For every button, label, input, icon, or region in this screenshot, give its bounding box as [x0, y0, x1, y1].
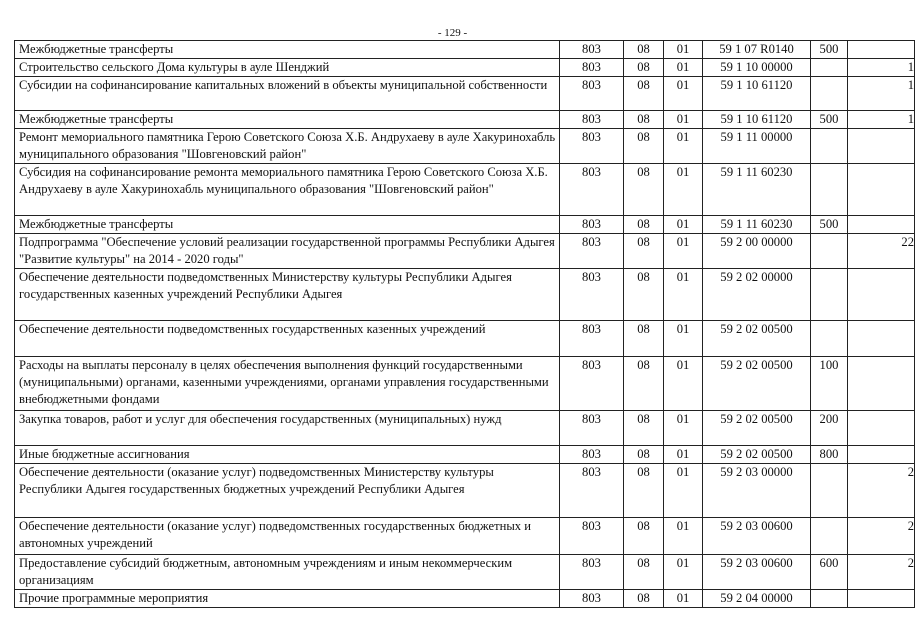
item-name: Закупка товаров, работ и услуг для обеспечения государственных (муниципальных) нужд — [15, 411, 560, 446]
ministry-code: 803 — [560, 129, 624, 164]
ministry-code: 803 — [560, 357, 624, 411]
ministry-code: 803 — [560, 555, 624, 590]
section-code: 08 — [624, 129, 664, 164]
section-code: 08 — [624, 590, 664, 608]
expense-type-code: 800 — [811, 446, 848, 464]
amount: 1 — [848, 59, 915, 77]
table-row — [15, 518, 915, 555]
expense-type-code: 600 — [811, 555, 848, 590]
section-code: 08 — [624, 77, 664, 111]
subsection-code: 01 — [664, 464, 703, 518]
table-row — [15, 321, 915, 357]
table-row — [15, 59, 915, 77]
page-number: - 129 - — [437, 27, 468, 39]
ministry-code: 803 — [560, 590, 624, 608]
expense-type-code — [811, 269, 848, 321]
amount: 1 — [848, 111, 915, 129]
item-name: Обеспечение деятельности (оказание услуг) подведомственных государственных бюджетных и автономных учреждений — [15, 518, 560, 555]
table-row — [15, 234, 915, 269]
item-name: Межбюджетные трансферты — [15, 41, 560, 59]
target-article-code: 59 1 11 60230 — [703, 216, 811, 234]
amount — [848, 41, 915, 59]
section-code: 08 — [624, 446, 664, 464]
expense-type-code: 200 — [811, 411, 848, 446]
amount — [848, 411, 915, 446]
table-row — [15, 446, 915, 464]
ministry-code: 803 — [560, 41, 624, 59]
amount — [848, 446, 915, 464]
target-article-code: 59 1 11 60230 — [703, 164, 811, 216]
target-article-code: 59 2 00 00000 — [703, 234, 811, 269]
subsection-code: 01 — [664, 446, 703, 464]
item-name: Прочие программные мероприятия — [15, 590, 560, 608]
subsection-code: 01 — [664, 555, 703, 590]
target-article-code: 59 2 03 00600 — [703, 518, 811, 555]
expense-type-code: 500 — [811, 41, 848, 59]
item-name: Подпрограмма "Обеспечение условий реализации государственной программы Республики Адыгея "Развитие культуры" на 2014 - 2020 годы" — [15, 234, 560, 269]
expense-type-code — [811, 59, 848, 77]
expense-type-code — [811, 129, 848, 164]
table-row — [15, 216, 915, 234]
subsection-code: 01 — [664, 234, 703, 269]
ministry-code: 803 — [560, 518, 624, 555]
amount: 22 — [848, 234, 915, 269]
amount — [848, 590, 915, 608]
section-code: 08 — [624, 321, 664, 357]
expense-type-code — [811, 590, 848, 608]
amount: 2 — [848, 518, 915, 555]
table-row — [15, 357, 915, 411]
table-row — [15, 164, 915, 216]
item-name: Обеспечение деятельности подведомственных государственных казенных учреждений — [15, 321, 560, 357]
section-code: 08 — [624, 555, 664, 590]
subsection-code: 01 — [664, 77, 703, 111]
item-name: Межбюджетные трансферты — [15, 216, 560, 234]
subsection-code: 01 — [664, 590, 703, 608]
target-article-code: 59 2 03 00000 — [703, 464, 811, 518]
target-article-code: 59 1 11 00000 — [703, 129, 811, 164]
target-article-code: 59 2 02 00500 — [703, 411, 811, 446]
section-code: 08 — [624, 357, 664, 411]
expense-type-code — [811, 164, 848, 216]
amount: 2 — [848, 555, 915, 590]
amount: 2 — [848, 464, 915, 518]
table-row — [15, 269, 915, 321]
item-name: Иные бюджетные ассигнования — [15, 446, 560, 464]
expense-type-code — [811, 464, 848, 518]
expense-type-code: 500 — [811, 216, 848, 234]
target-article-code: 59 1 10 00000 — [703, 59, 811, 77]
item-name: Строительство сельского Дома культуры в ауле Шенджий — [15, 59, 560, 77]
target-article-code: 59 2 02 00500 — [703, 321, 811, 357]
target-article-code: 59 1 07 R0140 — [703, 41, 811, 59]
budget-table — [14, 40, 915, 608]
subsection-code: 01 — [664, 59, 703, 77]
ministry-code: 803 — [560, 164, 624, 216]
ministry-code: 803 — [560, 59, 624, 77]
table-row — [15, 111, 915, 129]
subsection-code: 01 — [664, 357, 703, 411]
expense-type-code — [811, 234, 848, 269]
table-row — [15, 464, 915, 518]
target-article-code: 59 2 04 00000 — [703, 590, 811, 608]
ministry-code: 803 — [560, 77, 624, 111]
amount — [848, 129, 915, 164]
section-code: 08 — [624, 164, 664, 216]
subsection-code: 01 — [664, 269, 703, 321]
subsection-code: 01 — [664, 321, 703, 357]
item-name: Предоставление субсидий бюджетным, автономным учреждениям и иным некоммерческим организациям — [15, 555, 560, 590]
item-name: Субсидия на софинансирование ремонта мемориального памятника Герою Советского Союза Х.Б. Андрухаеву в ауле Хакуринохабль муниципального образования "Шовгеновский район" — [15, 164, 560, 216]
table-row — [15, 411, 915, 446]
target-article-code: 59 2 02 00500 — [703, 446, 811, 464]
subsection-code: 01 — [664, 41, 703, 59]
item-name: Субсидии на софинансирование капитальных вложений в объекты муниципальной собственности — [15, 77, 560, 111]
section-code: 08 — [624, 518, 664, 555]
table-row — [15, 77, 915, 111]
table-row — [15, 590, 915, 608]
item-name: Обеспечение деятельности подведомственных Министерству культуры Республики Адыгея государственных казенных учреждений Республики Адыгея — [15, 269, 560, 321]
section-code: 08 — [624, 111, 664, 129]
section-code: 08 — [624, 41, 664, 59]
expense-type-code: 500 — [811, 111, 848, 129]
subsection-code: 01 — [664, 411, 703, 446]
ministry-code: 803 — [560, 464, 624, 518]
section-code: 08 — [624, 234, 664, 269]
target-article-code: 59 2 02 00000 — [703, 269, 811, 321]
table-row — [15, 129, 915, 164]
target-article-code: 59 1 10 61120 — [703, 77, 811, 111]
subsection-code: 01 — [664, 518, 703, 555]
item-name: Межбюджетные трансферты — [15, 111, 560, 129]
subsection-code: 01 — [664, 216, 703, 234]
section-code: 08 — [624, 269, 664, 321]
amount — [848, 216, 915, 234]
expense-type-code — [811, 77, 848, 111]
target-article-code: 59 2 02 00500 — [703, 357, 811, 411]
table-row — [15, 555, 915, 590]
ministry-code: 803 — [560, 111, 624, 129]
item-name: Обеспечение деятельности (оказание услуг) подведомственных Министерству культуры Республики Адыгея государственных бюджетных учреждений Республики Адыгея — [15, 464, 560, 518]
expense-type-code — [811, 518, 848, 555]
subsection-code: 01 — [664, 164, 703, 216]
item-name: Расходы на выплаты персоналу в целях обеспечения выполнения функций государственными (муниципальными) органами, казенными учреждениями, органами управления государственными внебюджетными фондами — [15, 357, 560, 411]
subsection-code: 01 — [664, 129, 703, 164]
ministry-code: 803 — [560, 234, 624, 269]
expense-type-code: 100 — [811, 357, 848, 411]
section-code: 08 — [624, 216, 664, 234]
section-code: 08 — [624, 464, 664, 518]
amount — [848, 269, 915, 321]
section-code: 08 — [624, 411, 664, 446]
expense-type-code — [811, 321, 848, 357]
item-name: Ремонт мемориального памятника Герою Советского Союза Х.Б. Андрухаеву в ауле Хакуринохабль муниципального образования "Шовгеновский район" — [15, 129, 560, 164]
section-code: 08 — [624, 59, 664, 77]
ministry-code: 803 — [560, 269, 624, 321]
target-article-code: 59 1 10 61120 — [703, 111, 811, 129]
amount — [848, 164, 915, 216]
table-row — [15, 41, 915, 59]
ministry-code: 803 — [560, 216, 624, 234]
amount — [848, 321, 915, 357]
target-article-code: 59 2 03 00600 — [703, 555, 811, 590]
amount: 1 — [848, 77, 915, 111]
ministry-code: 803 — [560, 446, 624, 464]
ministry-code: 803 — [560, 321, 624, 357]
amount — [848, 357, 915, 411]
subsection-code: 01 — [664, 111, 703, 129]
ministry-code: 803 — [560, 411, 624, 446]
